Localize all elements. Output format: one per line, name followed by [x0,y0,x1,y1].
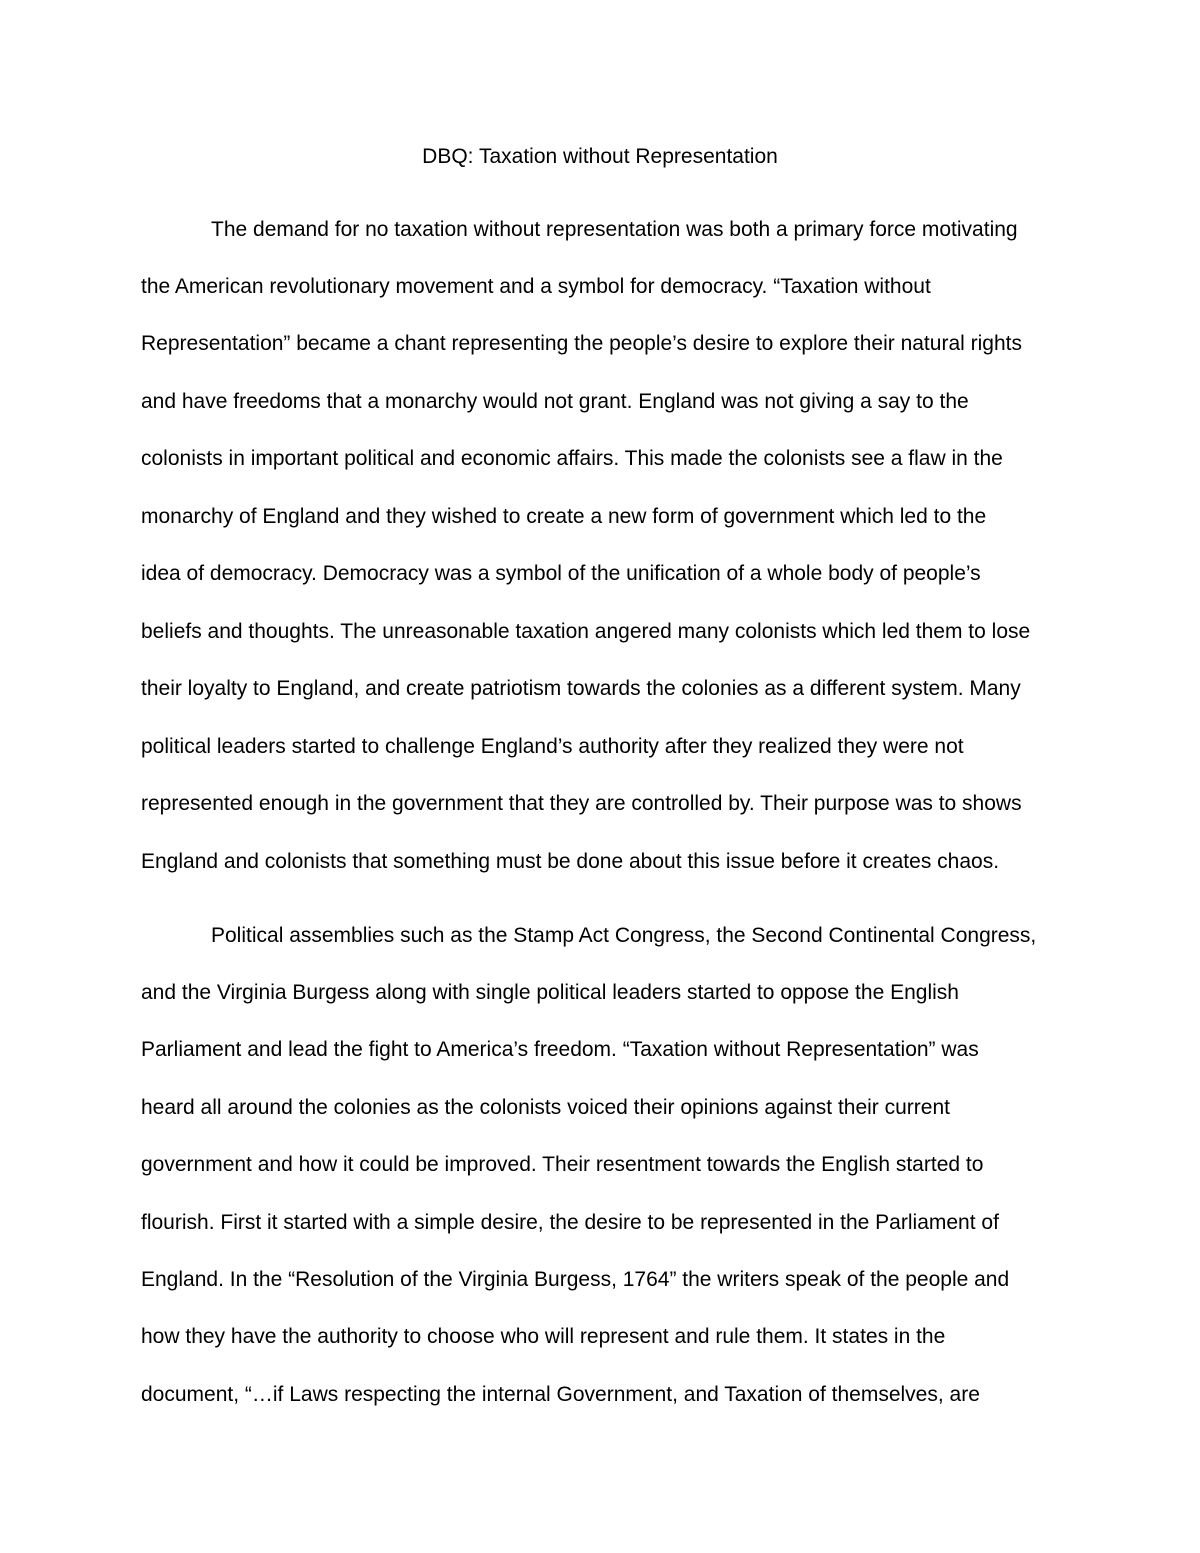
paragraph-2-line-8: how they have the authority to choose who will represent and rule them. It states in the [141,1325,946,1348]
paragraph-1-line-11: represented enough in the government that they are controlled by. Their purpose was to shows [141,792,1022,815]
paragraph-1-line-3: Representation” became a chant representing the people’s desire to explore their natural rights [141,332,1022,355]
document-title: DBQ: Taxation without Representation [422,145,778,168]
paragraph-1-line-10: political leaders started to challenge England’s authority after they realized they were not [141,735,964,758]
paragraph-1-line-8: beliefs and thoughts. The unreasonable taxation angered many colonists which led them to lose [141,620,1031,643]
paragraph-1-line-4: and have freedoms that a monarchy would not grant. England was not giving a say to the [141,390,969,413]
paragraph-1-line-6: monarchy of England and they wished to create a new form of government which led to the [141,505,987,528]
paragraph-1-line-12: England and colonists that something must be done about this issue before it creates chaos. [141,850,1000,873]
paragraph-2-line-1: Political assemblies such as the Stamp Act Congress, the Second Continental Congress, [211,924,1037,947]
paragraph-2-line-7: England. In the “Resolution of the Virginia Burgess, 1764” the writers speak of the people and [141,1268,1010,1291]
paragraph-2-line-3: Parliament and lead the fight to America’s freedom. “Taxation without Representation” was [141,1038,979,1061]
paragraph-2-line-5: government and how it could be improved. Their resentment towards the English started to [141,1153,984,1176]
paragraph-1-line-1: The demand for no taxation without representation was both a primary force motivating [211,218,1018,241]
paragraph-2-line-2: and the Virginia Burgess along with single political leaders started to oppose the English [141,981,959,1004]
paragraph-2-line-4: heard all around the colonies as the colonists voiced their opinions against their current [141,1096,950,1119]
paragraph-1-line-2: the American revolutionary movement and a symbol for democracy. “Taxation without [141,275,931,298]
paragraph-2-line-6: flourish. First it started with a simple desire, the desire to be represented in the Parliament of [141,1211,999,1234]
paragraph-1-line-9: their loyalty to England, and create patriotism towards the colonies as a different system. Many [141,677,1021,700]
paragraph-1-line-5: colonists in important political and economic affairs. This made the colonists see a flaw in the [141,447,1003,470]
paragraph-1-line-7: idea of democracy. Democracy was a symbol of the unification of a whole body of people’s [141,562,981,585]
paragraph-2-line-9: document, “…if Laws respecting the internal Government, and Taxation of themselves, are [141,1383,980,1406]
